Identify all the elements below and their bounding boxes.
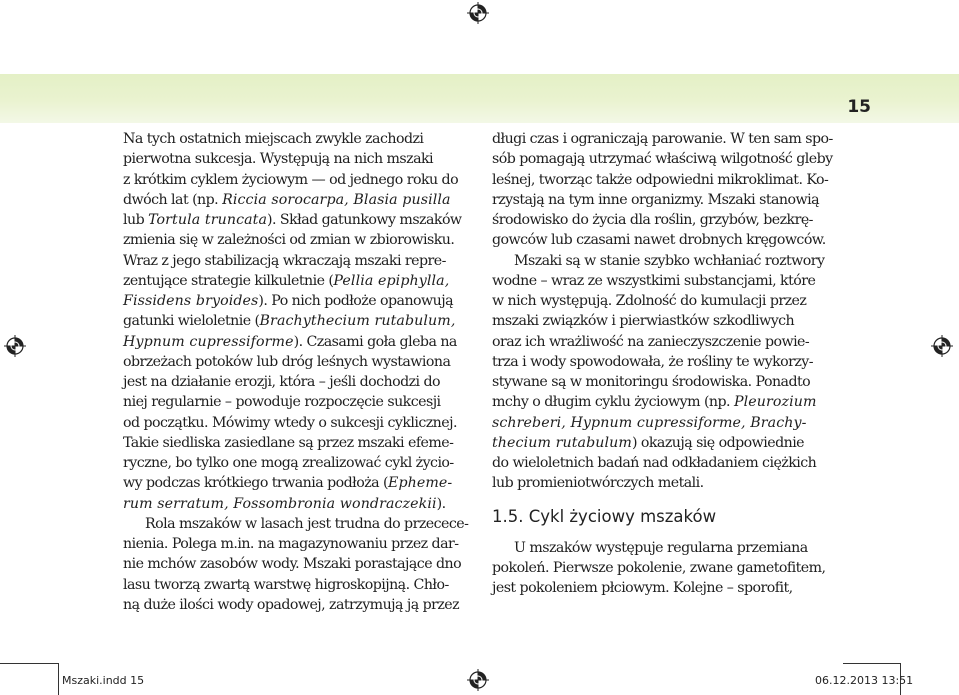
footer-timestamp: 06.12.2013 13:51: [815, 674, 914, 687]
text-line: [123, 149, 469, 169]
text-run: do wieloletnich badań nad odkładaniem ciężkich: [492, 455, 817, 471]
text-run: U mszaków występuje regularna przemiana: [514, 539, 808, 556]
text-line: [123, 271, 469, 291]
text-line: [123, 372, 469, 392]
text-line: [492, 538, 838, 558]
text-run: lasu tworzą zwartą warstwę higroskopijną. Chło-: [123, 576, 449, 593]
text-run: ryczne, bo tylko one mogą zrealizować cykl życio-: [123, 455, 454, 471]
registration-mark-icon: [467, 2, 489, 24]
text-run: środowisko do życia dla roślin, grzybów, bezkrę-: [492, 212, 813, 228]
text-line: [492, 413, 838, 433]
text-run: stywane są w monitoringu środowiska. Ponadto: [492, 374, 811, 390]
text-run: lub: [123, 212, 149, 228]
species-name: Epheme-: [387, 475, 453, 492]
text-line: [123, 332, 469, 352]
text-line: [492, 332, 838, 352]
text-line: [492, 578, 838, 598]
text-line: [492, 230, 838, 250]
text-line: [123, 230, 469, 250]
text-line: [492, 372, 838, 392]
text-line: [123, 129, 469, 149]
text-line: [123, 453, 469, 473]
text-line: [123, 170, 469, 190]
text-run: lub promieniotwórczych metali.: [492, 475, 704, 492]
text-line: [123, 534, 469, 554]
text-run: ). Czasami goła gleba na: [293, 333, 457, 350]
crop-mark: [0, 663, 58, 664]
right-column-top-text: [492, 129, 838, 494]
right-column-bottom-text: [492, 538, 838, 599]
text-line: [123, 575, 469, 595]
text-run: Wraz z jego stabilizacją wkraczają mszaki repre-: [123, 252, 446, 269]
text-run: nienia. Polega m.in. na magazynowaniu przez dar-: [123, 536, 459, 552]
text-line: [492, 311, 838, 331]
text-run: Takie siedliska zasiedlane są przez mszaki efeme-: [123, 434, 454, 451]
header-band: [0, 74, 959, 123]
text-run: wodne – wraz ze wszystkimi substancjami, które: [492, 272, 816, 289]
text-run: ). Po nich podłoże opanowują: [258, 293, 453, 309]
text-run: zmienia się w zależności od zmian w zbiorowisku.: [123, 232, 455, 249]
text-run: Mszaki są w stanie szybko wchłaniać roztwory: [514, 252, 825, 269]
text-line: [123, 251, 469, 271]
text-line: [123, 473, 469, 493]
registration-mark-icon: [931, 335, 953, 357]
text-run: ).: [436, 495, 446, 512]
text-run: leśnej, tworząc także odpowiedni mikroklimat. Ko-: [492, 171, 829, 188]
registration-mark-icon: [4, 335, 26, 357]
text-line: [123, 291, 469, 311]
print-footer: [0, 663, 959, 695]
text-run: wy podczas krótkiego trwania podłoża (: [123, 475, 388, 492]
crop-mark: [58, 663, 59, 695]
text-run: mchy o długim cyklu życiowym (np.: [492, 394, 734, 411]
text-line: [492, 190, 838, 210]
page-number: 15: [847, 97, 871, 117]
text-run: trza i wody spowodowała, że rośliny te wykorzy-: [492, 353, 814, 370]
text-line: [123, 311, 469, 331]
text-line: [492, 558, 838, 578]
text-run: ). Skład gatunkowy mszaków: [267, 212, 462, 228]
species-name: rum serratum, Fossombronia wondraczekii: [123, 495, 437, 512]
text-run: od początku. Mówimy wtedy o sukcesji cyklicznej.: [123, 414, 457, 431]
text-run: dwóch lat (np.: [123, 191, 223, 208]
text-line: [492, 149, 838, 169]
text-column-left: [123, 129, 469, 615]
crop-mark: [843, 663, 901, 664]
text-line: [123, 413, 469, 433]
section-heading: 1.5. Cykl życiowy mszaków: [492, 506, 717, 526]
text-line: [123, 352, 469, 372]
footer-filename: Mszaki.indd 15: [62, 674, 145, 687]
text-line: [123, 210, 469, 230]
text-run: obrzeżach potoków lub dróg leśnych wystawiona: [123, 353, 451, 370]
text-line: [123, 433, 469, 453]
species-name: Fissidens bryoides: [123, 293, 259, 309]
text-line: [492, 453, 838, 473]
text-run: w nich występują. Zdolność do kumulacji przez: [492, 293, 807, 309]
text-line: [123, 190, 469, 210]
text-line: [492, 392, 838, 412]
text-run: ną duże ilości wody opadowej, zatrzymują ją przez: [123, 596, 460, 613]
text-line: [492, 129, 838, 149]
text-line: [492, 251, 838, 271]
species-name: thecium rutabulum: [492, 434, 632, 451]
species-name: Pleurozium: [733, 394, 817, 411]
species-name: schreberi, Hypnum cupressiforme, Brachy-: [492, 414, 807, 431]
text-run: sób pomagają utrzymać właściwą wilgotność gleby: [492, 151, 833, 168]
text-line: [492, 271, 838, 291]
text-run: rzystają na tym inne organizmy. Mszaki stanowią: [492, 191, 819, 208]
text-run: Rola mszaków w lasach jest trudna do przecece-: [145, 515, 469, 532]
text-run: z krótkim cyklem życiowym — od jednego roku do: [123, 171, 459, 188]
text-line: [492, 352, 838, 372]
text-run: mszaki związków i pierwiastków szkodliwych: [492, 313, 795, 330]
species-name: Brachythecium rutabulum,: [259, 313, 456, 330]
text-run: pokoleń. Pierwsze pokolenie, zwane gametofitem,: [492, 559, 826, 576]
text-run: niej regularnie – powoduje rozpoczęcie sukcesji: [123, 394, 441, 411]
text-line: [123, 392, 469, 412]
text-run: gatunki wieloletnie (: [123, 313, 260, 330]
text-column-right: [492, 129, 838, 598]
text-line: [123, 494, 469, 514]
text-line: [492, 210, 838, 230]
text-line: [492, 170, 838, 190]
text-run: gowców lub czasami nawet drobnych kręgowców.: [492, 232, 826, 249]
text-line: [492, 433, 838, 453]
text-run: jest pokoleniem płciowym. Kolejne – sporofit,: [492, 580, 793, 596]
species-name: Riccia sorocarpa, Blasia pusilla: [222, 191, 451, 208]
text-run: długi czas i ograniczają parowanie. W ten sam spo-: [492, 131, 833, 147]
species-name: Hypnum cupressiforme: [123, 333, 294, 350]
text-line: [492, 473, 838, 493]
text-line: [123, 595, 469, 615]
text-line: [123, 514, 469, 534]
text-run: pierwotna sukcesja. Występują na nich mszaki: [123, 151, 434, 168]
text-line: [492, 291, 838, 311]
text-line: [123, 554, 469, 574]
text-run: oraz ich wrażliwość na zanieczyszczenie powie-: [492, 333, 810, 350]
text-run: ) okazują się odpowiednie: [631, 434, 805, 451]
text-run: nie mchów zasobów wody. Mszaki porastające dno: [123, 556, 462, 573]
species-name: Pellia epiphylla,: [333, 272, 450, 289]
text-run: Na tych ostatnich miejscach zwykle zachodzi: [123, 131, 424, 147]
text-run: zentujące strategie kilkuletnie (: [123, 272, 334, 289]
species-name: Tortula truncata: [148, 212, 268, 228]
text-run: jest na działanie erozji, która – jeśli dochodzi do: [123, 374, 441, 390]
